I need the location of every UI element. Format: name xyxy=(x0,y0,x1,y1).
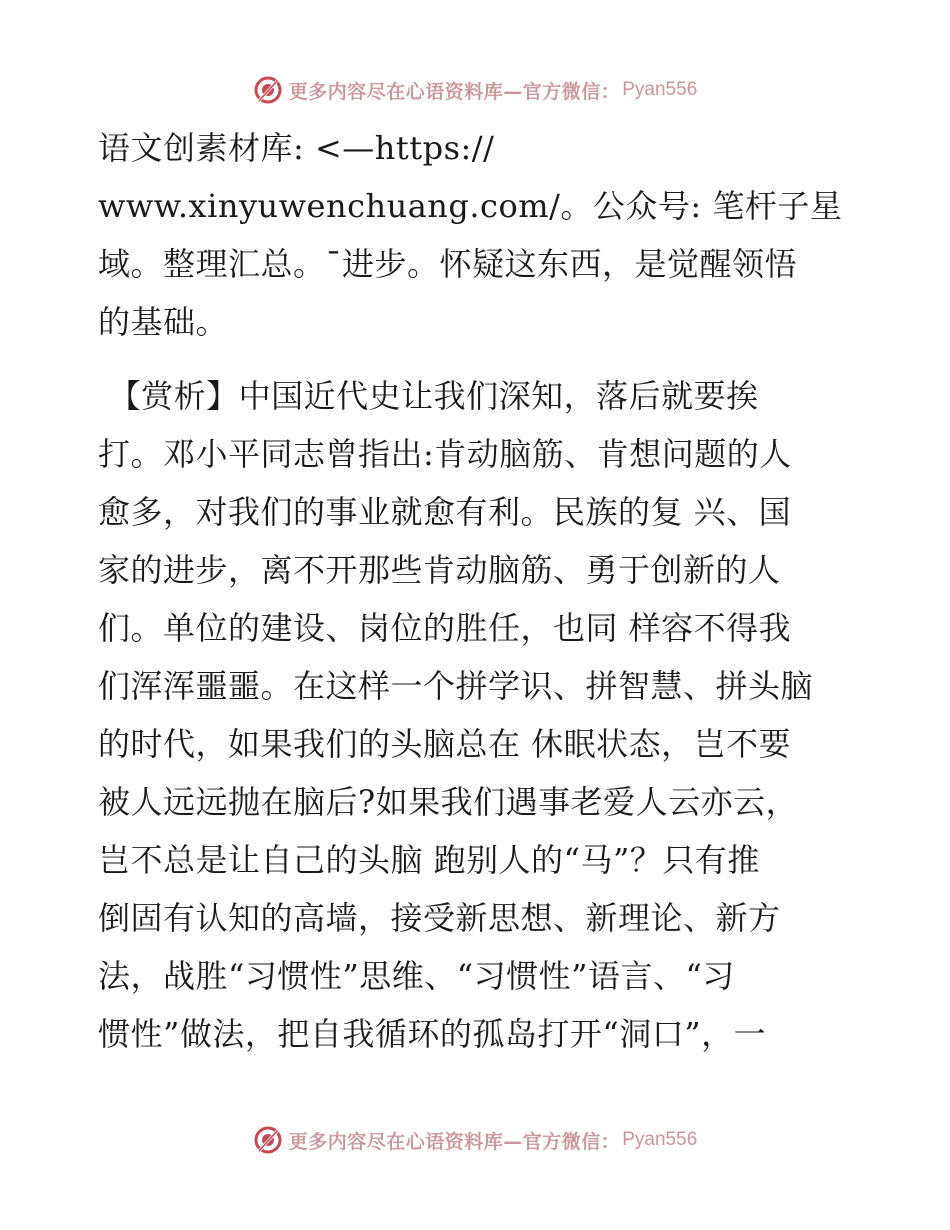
text-line: 的时代，如果我们的头脑总在 休眠状态，岂不要 xyxy=(98,725,792,763)
text-line: 岂不总是让自己的头脑 跑别人的“马”？只有推 xyxy=(98,841,760,879)
text-line: 【赏析】中国近代史让我们深知，落后就要挨 xyxy=(98,377,759,415)
text-line: 惯性”做法，把自我循环的孤岛打开“洞口”，一 xyxy=(98,1015,767,1053)
text-line: 语文创素材库: <—https:// xyxy=(98,129,495,167)
text-line: 的基础。 xyxy=(98,303,229,341)
brand-logo-icon xyxy=(253,75,283,105)
text-line: 被人远远抛在脑后?如果我们遇事老爱人云亦云， xyxy=(98,783,799,821)
watermark-wechat-id: Pyan556 xyxy=(622,79,698,100)
text-line: 家的进步，离不开那些肯动脑筋、勇于创新的人 xyxy=(98,551,781,589)
footer-watermark xyxy=(0,1120,950,1160)
text-line: www.xinyuwenchuang.com/。公众号: 笔杆子星 xyxy=(98,187,843,225)
text-line: 法，战胜“习惯性”思维、“习惯性”语言、“习 xyxy=(98,957,735,995)
watermark-text: 更多内容尽在心语资料库—官方微信： xyxy=(288,80,621,103)
text-line: 打。邓小平同志曾指出:肯动脑筋、肯想问题的人 xyxy=(98,435,792,473)
header-watermark xyxy=(0,70,950,110)
brand-logo-icon xyxy=(253,1125,283,1155)
text-line: 们。单位的建设、岗位的胜任，也同 样容不得我 xyxy=(98,609,792,647)
text-line: 域。整理汇总。¯进步。怀疑这东西，是觉醒领悟 xyxy=(98,245,798,283)
text-line: 们浑浑噩噩。在这样一个拼学识、拼智慧、拼头脑 xyxy=(98,667,814,705)
text-line: 倒固有认知的高墙，接受新思想、新理论、新方 xyxy=(98,899,781,937)
watermark-text: 更多内容尽在心语资料库—官方微信： xyxy=(288,1130,621,1153)
text-line: 愈多，对我们的事业就愈有利。民族的复 兴、国 xyxy=(98,493,792,531)
watermark-wechat-id: Pyan556 xyxy=(622,1129,698,1150)
